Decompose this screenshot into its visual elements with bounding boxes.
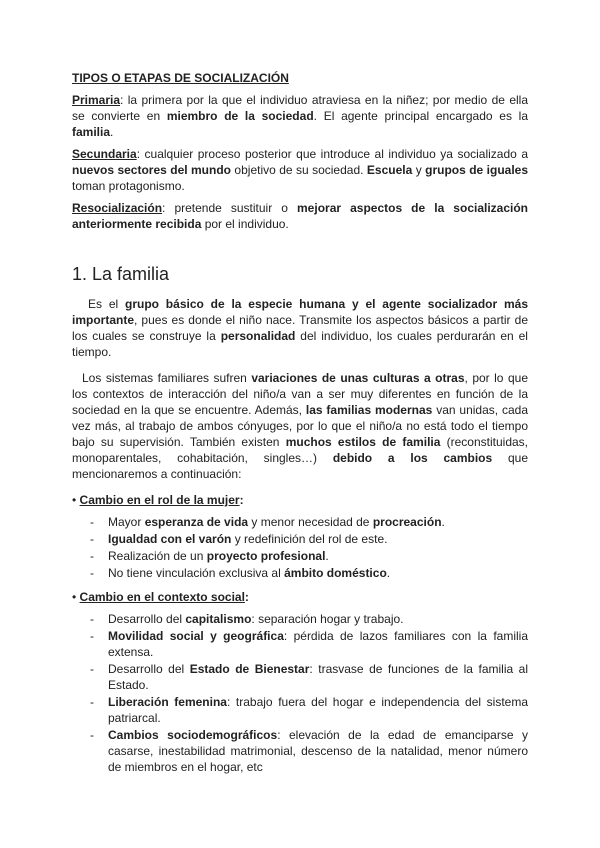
subsection-title: Cambio en el contexto social xyxy=(79,590,245,604)
bold-text: nuevos sectores del mundo xyxy=(72,163,231,177)
text-run: : pérdida de lazos familiares con la familia extensa. xyxy=(108,629,528,659)
bold-text: ámbito doméstico xyxy=(284,566,387,580)
definition-term: Resocialización xyxy=(72,201,163,215)
bold-text: grupo básico de la especie humana y el agente socializador más importante xyxy=(72,297,529,327)
bold-text: muchos estilos de familia xyxy=(285,435,441,449)
definition-paragraph xyxy=(72,146,528,194)
list-item xyxy=(72,565,528,581)
body-paragraph xyxy=(72,296,528,360)
dash-glyph: - xyxy=(90,566,94,580)
list-item xyxy=(72,727,528,775)
bold-text: las familias modernas xyxy=(305,403,433,417)
bold-text: debido a los cambios xyxy=(332,451,493,465)
text-run: (reconstituidas, monoparentales, cohabitación, singles…) xyxy=(72,435,528,465)
subsections-block xyxy=(72,492,528,775)
text-run: por el individuo. xyxy=(201,217,289,231)
text-run: Desarrollo del xyxy=(108,612,186,626)
list-item xyxy=(72,628,528,660)
section-title: 1. La familia xyxy=(72,264,170,284)
text-run: del individuo, los cuales perdurarán en el tiempo. xyxy=(72,329,528,359)
text-run: Los sistemas familiares sufren xyxy=(82,371,252,385)
list-item xyxy=(72,514,528,530)
text-run: objetivo de su sociedad. xyxy=(231,163,367,177)
definition-term: Primaria xyxy=(72,93,121,107)
text-run: : cualquier proceso posterior que introduce al individuo ya socializado a xyxy=(136,147,528,161)
dash-glyph: - xyxy=(90,549,94,563)
dash-glyph: - xyxy=(90,515,94,529)
text-run: Mayor xyxy=(108,515,145,529)
subsection-colon: : xyxy=(239,493,244,507)
dash-glyph: - xyxy=(90,612,94,626)
text-run: y menor necesidad de xyxy=(248,515,373,529)
text-run: : pretende sustituir o xyxy=(162,201,298,215)
dash-glyph: - xyxy=(90,662,94,676)
text-run: : trasvase de funciones de la familia al Estado. xyxy=(108,662,528,692)
subsection-heading xyxy=(72,492,528,508)
text-run: No tiene vinculación exclusiva al xyxy=(108,566,285,580)
dash-glyph: - xyxy=(90,695,94,709)
bold-text: variaciones de unas culturas a otras xyxy=(251,371,465,385)
subsection-heading xyxy=(72,589,528,605)
text-run: . El agente principal encargado es la xyxy=(313,109,528,123)
list-item xyxy=(72,661,528,693)
text-run: : la primera por la que el individuo atraviesa en la niñez; por medio de ella se convierte en xyxy=(72,93,528,123)
bold-text: miembro de la sociedad xyxy=(166,109,314,123)
body-paragraph xyxy=(72,370,528,482)
list-item xyxy=(72,531,528,547)
bold-text: capitalismo xyxy=(185,612,252,626)
bold-text: proyecto profesional xyxy=(206,549,326,563)
bullet-glyph: • xyxy=(72,590,80,604)
dash-list xyxy=(72,611,528,775)
text-run: . xyxy=(110,125,114,139)
subsection-colon: : xyxy=(244,590,249,604)
page-heading: TIPOS O ETAPAS DE SOCIALIZACIÓN xyxy=(72,71,289,85)
definition-term: Secundaria xyxy=(72,147,137,161)
bold-text: esperanza de vida xyxy=(144,515,249,529)
bold-text: Cambios sociodemográficos xyxy=(108,728,278,742)
bold-text: Igualdad con el varón xyxy=(108,532,232,546)
text-run: que mencionaremos a continuación: xyxy=(72,451,528,481)
text-run: . xyxy=(386,566,391,580)
dash-list xyxy=(72,514,528,581)
text-run: Es el xyxy=(88,297,125,311)
bold-text: procreación xyxy=(372,515,442,529)
bold-text: Movilidad social y geográfica xyxy=(108,629,284,643)
paragraphs-block xyxy=(72,296,528,482)
list-item xyxy=(72,548,528,564)
definition-paragraph xyxy=(72,92,528,140)
document-page xyxy=(72,70,528,783)
bold-text: Estado de Bienestar xyxy=(189,662,310,676)
text-run: : elevación de la edad de emanciparse y casarse, inestabilidad matrimonial, descenso de la natalidad, menor número de miembros en el hogar, etc xyxy=(108,728,528,774)
list-item xyxy=(72,611,528,627)
text-run: y redefinición del rol de este. xyxy=(231,532,388,546)
dash-glyph: - xyxy=(90,728,94,742)
text-run: Desarrollo del xyxy=(108,662,190,676)
text-run: y xyxy=(412,163,426,177)
text-run: van unidas, cada vez más, al trabajo de ambos cónyuges, por lo que el niño/a no está todo el tiempo bajo su supervisión. También existen xyxy=(72,403,528,449)
text-run: : separación hogar y trabajo. xyxy=(251,612,404,626)
bold-text: Escuela xyxy=(366,163,413,177)
bold-text: mejorar aspectos de la socialización anteriormente recibida xyxy=(72,201,529,231)
list-item xyxy=(72,694,528,726)
bold-text: personalidad xyxy=(220,329,296,343)
dash-glyph: - xyxy=(90,532,94,546)
bullet-glyph: • xyxy=(72,493,80,507)
definition-paragraph xyxy=(72,200,528,232)
bold-text: grupos de iguales xyxy=(425,163,528,177)
text-run: . xyxy=(325,549,329,563)
text-run: , pues es donde el niño nace. Transmite los aspectos básicos a partir de los cuales se construye la xyxy=(72,313,528,343)
bold-text: familia xyxy=(72,125,111,139)
text-run: , por lo que los contextos de interacción del niño/a van a ser muy diferentes en función de la sociedad en la que se encuentre. Además, xyxy=(72,371,528,417)
text-run: Realización de un xyxy=(108,549,207,563)
bold-text: Liberación femenina xyxy=(108,695,227,709)
text-run: toman protagonismo. xyxy=(72,179,185,193)
subsection-title: Cambio en el rol de la mujer xyxy=(79,493,240,507)
text-run: : trabajo fuera del hogar e independencia del sistema patriarcal. xyxy=(108,695,528,725)
definitions-block xyxy=(72,92,528,232)
dash-glyph: - xyxy=(90,629,94,643)
text-run: . xyxy=(441,515,445,529)
